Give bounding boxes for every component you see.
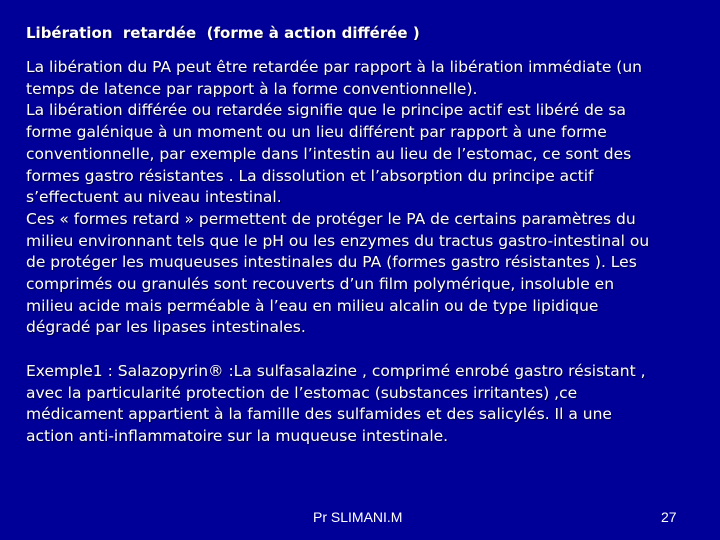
text-line: action anti-inflammatoire sur la muqueuse intestinale. xyxy=(26,426,449,445)
text-line: médicament appartient à la famille des sulfamides et des salicylés. Il a une xyxy=(26,405,612,424)
paragraph-example xyxy=(26,361,676,448)
text-line: s’effectuent au niveau intestinal. xyxy=(26,188,282,207)
text-line: avec la particularité protection de l’estomac (substances irritantes) ,ce xyxy=(26,383,578,402)
text-line: temps de latence par rapport à la forme conventionnelle). xyxy=(26,79,478,98)
text-line: de protéger les muqueuses intestinales du PA (formes gastro résistantes ). Les xyxy=(26,253,637,272)
text-line: comprimés ou granulés sont recouverts d’un film polymérique, insoluble en xyxy=(26,275,615,294)
text-line: Exemple1 : Salazopyrin® :La sulfasalazine , comprimé enrobé gastro résistant , xyxy=(26,361,646,380)
paragraph-latency xyxy=(26,57,676,100)
page-number: 27 xyxy=(661,509,677,525)
slide-body xyxy=(26,57,676,448)
text-line: La libération du PA peut être retardée par rapport à la libération immédiate (un xyxy=(26,58,643,76)
text-line: La libération différée ou retardée signifie que le principe actif est libéré de sa xyxy=(26,101,626,120)
text-line: forme galénique à un moment ou un lieu différent par rapport à une forme xyxy=(26,123,607,142)
text-line: Ces « formes retard » permettent de protéger le PA de certains paramètres du xyxy=(26,209,636,228)
text-line: milieu environnant tels que le pH ou les enzymes du tractus gastro-intestinal ou xyxy=(26,231,650,250)
text-line: conventionnelle, par exemple dans l’intestin au lieu de l’estomac, ce sont des xyxy=(26,144,632,163)
text-line: formes gastro résistantes . La dissolution et l’absorption du principe actif xyxy=(26,166,594,185)
paragraph-spacer xyxy=(26,339,676,361)
paragraph-formes-retard xyxy=(26,209,676,339)
slide-title: Libération retardée (forme à action différée ) xyxy=(26,24,420,42)
paragraph-definition xyxy=(26,100,676,209)
text-line: dégradé par les lipases intestinales. xyxy=(26,318,306,337)
text-line: milieu acide mais perméable à l’eau en milieu alcalin ou de type lipidique xyxy=(26,296,599,315)
footer-author: Pr SLIMANI.M xyxy=(313,509,403,525)
